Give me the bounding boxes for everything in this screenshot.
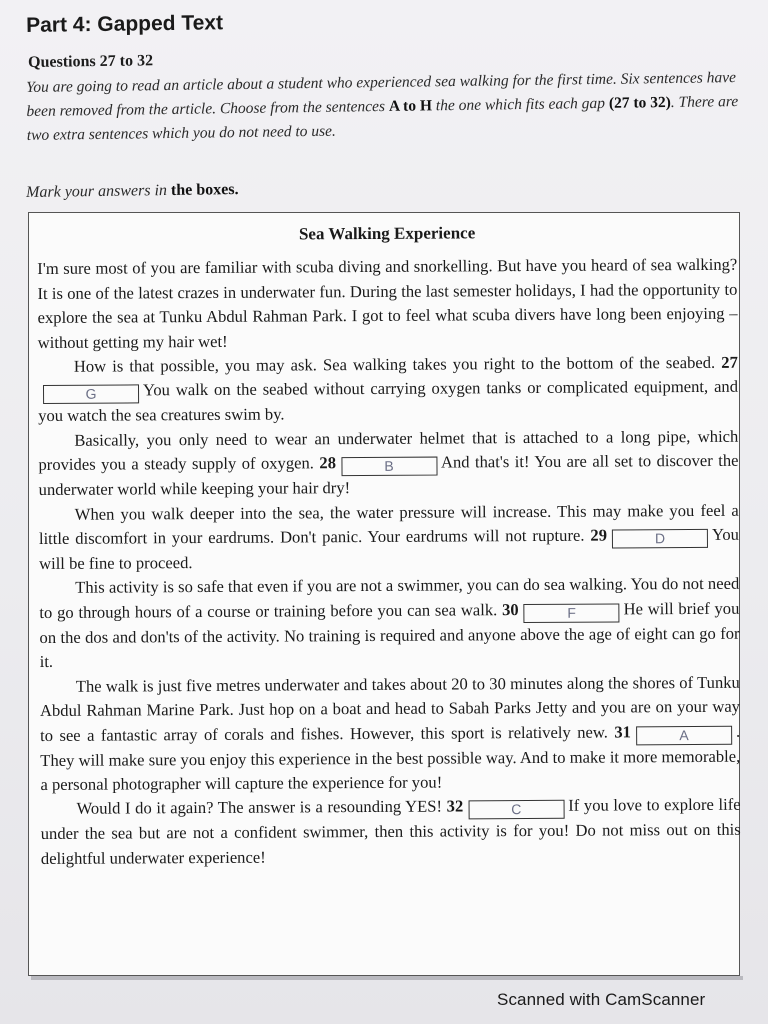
gap-number-29: 29 [590, 525, 608, 545]
gap-number-28: 28 [319, 453, 337, 473]
gap-number-31: 31 [614, 721, 631, 741]
mark-instruction [26, 181, 239, 202]
gap-number-27: 27 [721, 352, 738, 372]
article-paragraph-1: I'm sure most of you are familiar with scuba diving and snorkelling. But have you heard of sea walking? It is one of the latest crazes in underwater fun. During the last semester holidays, I had the opportunity to explore the sea at Tunku Abdul Rahman Park. I got to feel what scuba divers have long been enjoying – without getting my hair wet! [37, 255, 738, 352]
paragraph-5-text-a: This activity is so safe that even if you are not a swimmer, you can do sea walking. You do not need to go through hours of a course or training before you can sea walk. [39, 574, 740, 622]
paragraph-4-text-b: You will be fine to proceed. [39, 524, 739, 574]
paragraph-6-text-b: . They will make sure you enjoy this experience in the best possible way. And to make it more memorable, a personal photographer will capture the experience for you! [40, 721, 741, 794]
article-paragraph-7 [41, 793, 741, 871]
mark-prefix: Mark your answers in [26, 182, 168, 201]
article-paragraph-6 [40, 670, 741, 797]
answer-box-28[interactable]: B [341, 457, 437, 477]
article-paragraph-4 [39, 498, 739, 576]
answer-box-32[interactable]: C [468, 800, 564, 820]
questions-heading: Questions 27 to 32 [28, 52, 154, 71]
paragraph-6-text-a: The walk is just five metres underwater and takes about 20 to 30 minutes along the shores of Tunku Abdul Rahman Marine Park. Just hop on a boat and head to Sabah Parks Jetty and you are on your way to see a fantastic array of corals and fishes. However, this sport is relatively new. [39, 672, 741, 745]
answer-box-27[interactable]: G [43, 385, 139, 405]
paragraph-7-text-b: If you love to explore life under the sea but are not a confident swimmer, then this activity is for you! Do not miss out on this delightful underwater experience! [40, 795, 741, 868]
instructions-text-1: You are going to read an article about a student who experienced sea walking for the first time. Six sentences have been removed from the article. Choose from the sentences [26, 69, 737, 120]
article-paragraph-3 [38, 425, 738, 503]
article-title: Sea Walking Experience [298, 223, 476, 244]
paragraph-5-text-b: He will brief you on the dos and don'ts of the activity. No training is required and anyone above the age of eight can go for it. [39, 598, 740, 672]
answer-box-31[interactable]: A [636, 725, 732, 745]
article [37, 220, 741, 871]
instructions-text-3: . There are two extra sentences which you do not need to use. [26, 93, 739, 144]
article-frame-shadow [31, 976, 743, 980]
paragraph-7-text-a: Would I do it again? The answer is a resounding YES! [76, 796, 443, 819]
scanner-watermark: Scanned with CamScanner [497, 990, 706, 1009]
paragraph-2-text-a: How is that possible, you may ask. Sea walking takes you right to the bottom of the seabed. [73, 352, 716, 376]
mark-bold: the boxes. [170, 181, 239, 199]
answer-box-29[interactable]: D [612, 529, 708, 549]
instructions [26, 66, 739, 148]
instructions-bold-range: A to H [388, 97, 433, 115]
article-paragraph-5 [39, 572, 740, 674]
part-title: Part 4: Gapped Text [26, 11, 224, 37]
instructions-bold-gaps: (27 to 32) [608, 93, 671, 112]
article-paragraph-2 [38, 351, 738, 429]
paragraph-4-text-a: When you walk deeper into the sea, the water pressure will increase. This may make you feel a little discomfort in your eardrums. Don't panic. Your eardrums will not rupture. [38, 500, 739, 549]
gap-number-30: 30 [501, 599, 519, 620]
answer-box-30[interactable]: F [524, 603, 620, 623]
paragraph-2-text-b: You walk on the seabed without carrying oxygen tanks or complicated equipment, and you watch the sea creatures swim by. [38, 377, 739, 426]
paragraph-3-text-b: And that's it! You are all set to discover the underwater world while keeping your hair dry! [38, 450, 739, 500]
instructions-text-2: the one which fits each gap [431, 94, 609, 115]
paragraph-3-text-a: Basically, you only need to wear an underwater helmet that is attached to a long pipe, which provides you a steady supply of oxygen. [38, 426, 739, 475]
gap-number-32: 32 [446, 796, 464, 816]
